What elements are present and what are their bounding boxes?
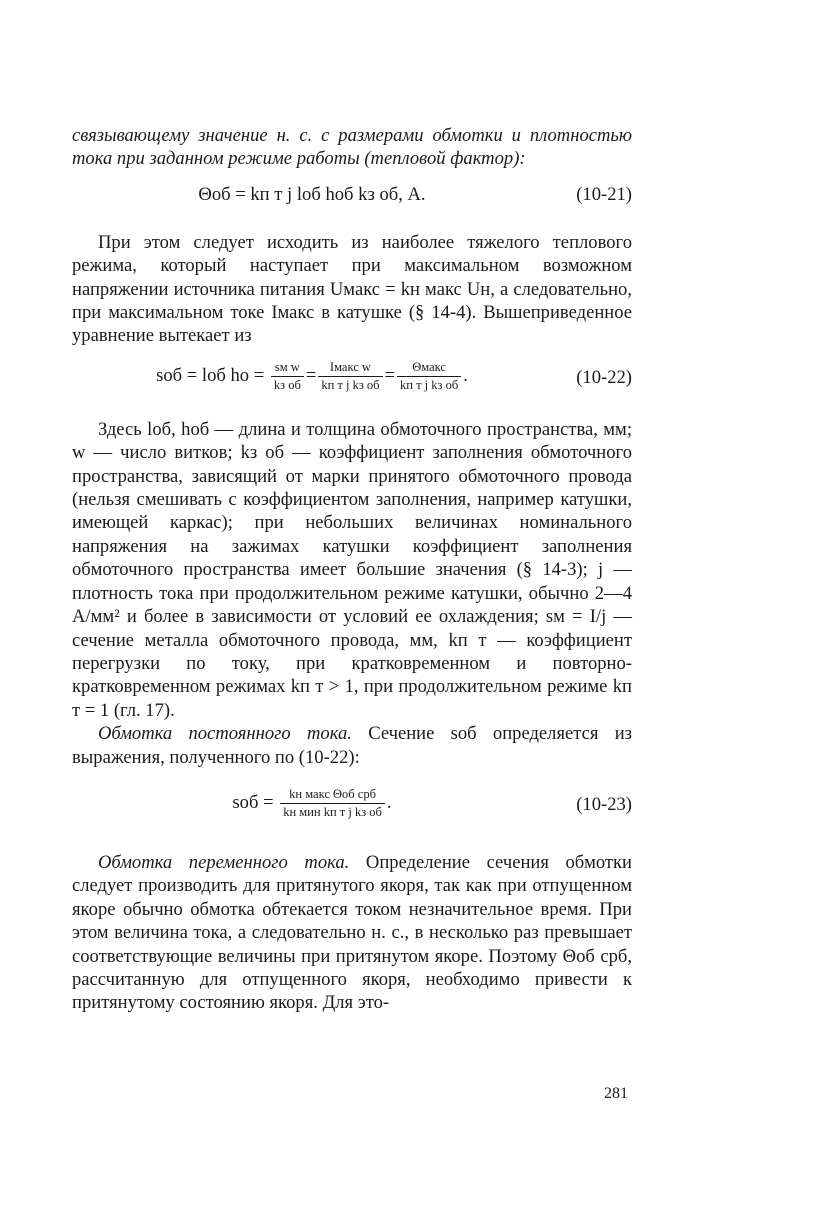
- paragraph-thermal-mode: При этом следует исходить из наиболее тяжелого теплового режима, который наступает при максимальном возможном напряжении источника питания Uмакс = kн макс Uн, а следовательно, при максимальном токе Iмакс в катушке (§ 14-4). Вышеприведенное уравнение вытекает из: [72, 231, 632, 347]
- paragraph-dc-winding: [72, 722, 632, 769]
- paragraph-definitions: Здесь lоб, hоб — длина и толщина обмоточного пространства, мм; w — число витков; kз об — коэффициент заполнения обмоточного пространства, зависящий от марки принятого обмоточного провода (нельзя смешивать с коэффициентом заполнения, например катушки, имеющей каркас); при небольших величинах номинального напряжения на зажимах катушки коэффициент заполнения обмоточного пространства имеет большие значения (§ 14-3); j — плотность тока при продолжительном режиме катушки, обычно 2—4 А/мм² и более в зависимости от условий ее охлаждения; sм = I/j — сечение металла обмоточного провода, мм, kп т — коэффициент перегрузки по току, при кратковременном и повторно-кратковременном режимах kп т > 1, при продолжительном режиме kп т = 1 (гл. 17).: [72, 418, 632, 721]
- equation-10-23-body: sоб = $\frac{\text{kн макс Θоб срб}}{\text{kн мин kп т j kз об}}$ .: [232, 786, 392, 819]
- ac-winding-heading: Обмотка переменного тока.: [98, 851, 350, 873]
- fraction-1-denominator: kз об: [273, 377, 301, 392]
- fraction-2: [318, 360, 382, 393]
- fraction-4-numerator: kн макс Θоб срб: [280, 787, 385, 804]
- fraction-3-denominator: kп т j kз об: [400, 377, 459, 392]
- dc-winding-text: Сечение sоб определяется из выражения, полученного по (10-22):: [72, 723, 632, 768]
- fraction-4-denominator: kн мин kп т j kз об: [283, 804, 382, 819]
- equation-10-21-number: (10-21): [576, 183, 632, 205]
- fraction-2-denominator: kп т j kз об: [321, 377, 380, 392]
- equation-10-21: [72, 177, 632, 217]
- ac-winding-text: Определение сечения обмотки следует производить для притянутого якоря, так как при отпущенном якоре обычно обмотка обтекается током незначительное время. При этом величина тока, а следовательно н. с., в несколько раз превышает соответствующие величины при притянутом якоре. Поэтому Θоб срб, рассчитанную для отпущенного якоря, необходимо привести к притянутому состоянию якоря. Для это-: [72, 851, 632, 1014]
- fraction-1-numerator: sм w: [271, 360, 304, 377]
- equation-10-22-lhs: sоб = lоб hо =: [156, 364, 265, 386]
- page-body: [72, 124, 632, 1015]
- page-number: 281: [604, 1085, 628, 1102]
- paragraph-ac-winding: [72, 851, 632, 1015]
- equation-10-22-number: (10-22): [576, 366, 632, 388]
- paragraph-intro: связывающему значение н. с. с размерами обмотки и плотностью тока при заданном режиме работы (тепловой фактор):: [72, 125, 632, 170]
- equation-10-23-number: (10-23): [576, 793, 632, 815]
- equation-10-22: [72, 350, 632, 410]
- fraction-4: [280, 787, 385, 820]
- equation-10-22-body: sоб = lоб hо = $\frac{\text{sм w}}{\text{kз об}}$ = $\frac{\text{Iмакс w}}{\text{kп т j kз об}}$ = $\frac{\text{Θмакс}}{\text{kп т j kз об}}$ .: [156, 359, 468, 392]
- equation-10-23: [72, 777, 632, 839]
- dc-winding-heading: Обмотка постоянного тока.: [98, 723, 352, 745]
- equation-10-23-lhs: sоб =: [232, 791, 274, 813]
- fraction-3: [397, 360, 461, 393]
- fraction-2-numerator: Iмакс w: [318, 360, 382, 377]
- fraction-3-numerator: Θмакс: [397, 360, 461, 377]
- equation-10-21-body: Θоб = kп т j lоб hоб kз об, А.: [198, 183, 426, 205]
- fraction-1: [271, 360, 304, 393]
